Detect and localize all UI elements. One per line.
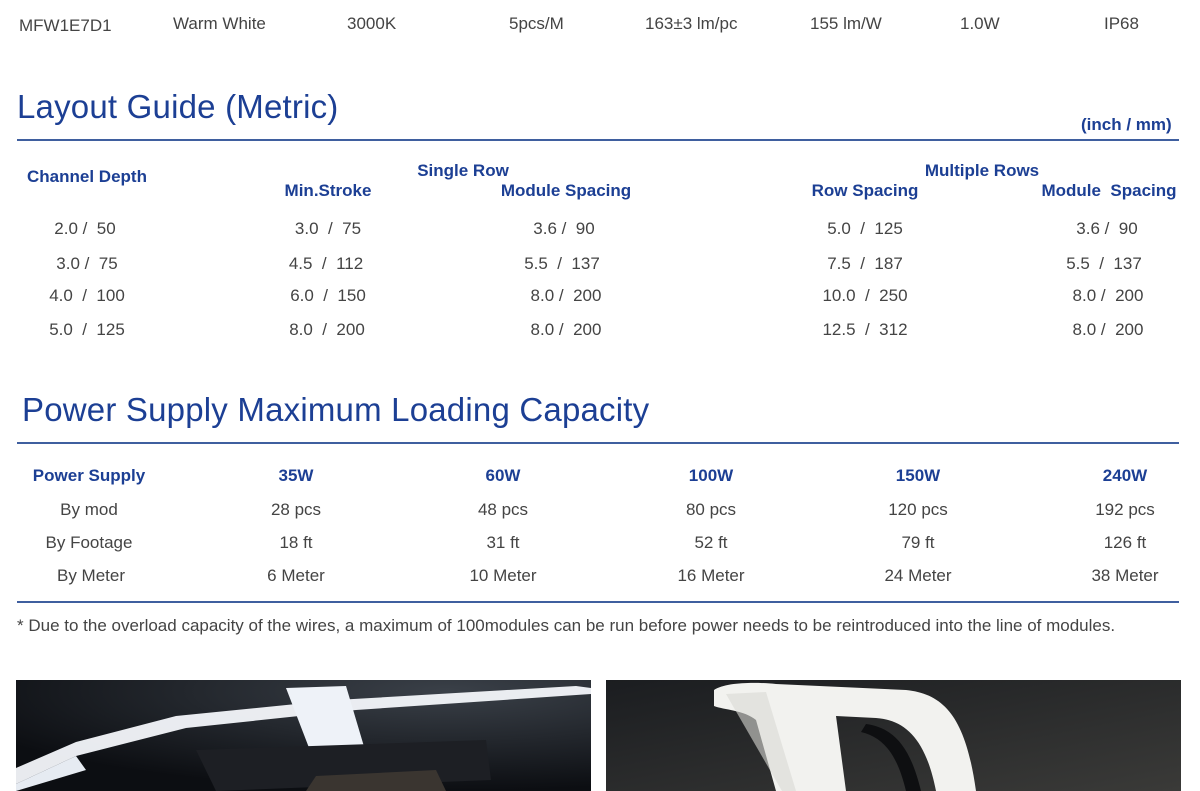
col-header-row-spacing: Row Spacing xyxy=(811,181,919,200)
power-supply-title: Power Supply Maximum Loading Capacity xyxy=(22,391,650,428)
spec-efficacy: 155 lm/W xyxy=(810,14,882,33)
cell-150w: 24 Meter xyxy=(884,566,952,585)
col-header-150w: 150W xyxy=(895,466,941,485)
cell-min-stroke: 3.0 / 75 xyxy=(294,219,362,238)
cell-240w: 126 ft xyxy=(1103,533,1147,552)
cell-single-module-spacing: 8.0 / 200 xyxy=(530,286,602,305)
cell-channel-depth: 2.0 / 50 xyxy=(54,219,116,238)
backlit-letter-image xyxy=(606,680,1181,791)
cell-min-stroke: 8.0 / 200 xyxy=(289,320,365,339)
cell-multi-module-spacing: 3.6 / 90 xyxy=(1076,219,1138,238)
spec-cct: 3000K xyxy=(347,14,397,33)
cell-channel-depth: 3.0 / 75 xyxy=(56,254,118,273)
cell-row-spacing: 10.0 / 250 xyxy=(822,286,908,305)
product-photo-left xyxy=(16,680,591,791)
cell-channel-depth: 4.0 / 100 xyxy=(49,286,125,305)
cell-150w: 120 pcs xyxy=(888,500,948,519)
col-header-min-stroke: Min.Stroke xyxy=(284,181,372,200)
cell-100w: 80 pcs xyxy=(685,500,737,519)
cell-60w: 48 pcs xyxy=(477,500,529,519)
col-header-240w: 240W xyxy=(1102,466,1148,485)
row-label: By Footage xyxy=(45,533,133,552)
cell-min-stroke: 4.5 / 112 xyxy=(288,254,364,273)
spec-color: Warm White xyxy=(173,14,266,33)
group-header-multiple-rows: Multiple Rows xyxy=(924,161,1040,180)
spec-model: MFW1E7D1 xyxy=(19,16,112,35)
col-header-100w: 100W xyxy=(688,466,734,485)
col-header-35w: 35W xyxy=(278,466,314,485)
layout-title-divider xyxy=(17,139,1179,141)
cell-150w: 79 ft xyxy=(901,533,935,552)
cell-single-module-spacing: 3.6 / 90 xyxy=(533,219,595,238)
cell-row-spacing: 12.5 / 312 xyxy=(822,320,908,339)
cell-multi-module-spacing: 8.0 / 200 xyxy=(1072,320,1144,339)
cell-min-stroke: 6.0 / 150 xyxy=(290,286,366,305)
cell-100w: 52 ft xyxy=(694,533,728,552)
cell-100w: 16 Meter xyxy=(677,566,745,585)
cell-35w: 28 pcs xyxy=(270,500,322,519)
unit-note: (inch / mm) xyxy=(1081,115,1172,134)
col-header-power-supply: Power Supply xyxy=(32,466,146,485)
cell-single-module-spacing: 8.0 / 200 xyxy=(530,320,602,339)
col-header-channel-depth: Channel Depth xyxy=(27,167,147,186)
group-header-single-row: Single Row xyxy=(417,161,509,180)
cell-single-module-spacing: 5.5 / 137 xyxy=(524,254,600,273)
cell-60w: 31 ft xyxy=(486,533,520,552)
lit-letter-image xyxy=(16,680,591,791)
cell-channel-depth: 5.0 / 125 xyxy=(49,320,125,339)
cell-row-spacing: 5.0 / 125 xyxy=(827,219,903,238)
cell-multi-module-spacing: 8.0 / 200 xyxy=(1072,286,1144,305)
col-header-60w: 60W xyxy=(485,466,521,485)
spec-power: 1.0W xyxy=(960,14,1000,33)
product-photo-right xyxy=(606,680,1181,791)
cell-35w: 6 Meter xyxy=(267,566,325,585)
col-header-multi-module-spacing: Module Spacing xyxy=(1041,181,1177,200)
cell-240w: 192 pcs xyxy=(1095,500,1155,519)
cell-35w: 18 ft xyxy=(279,533,313,552)
spec-lumens: 163±3 lm/pc xyxy=(645,14,738,33)
power-table-divider xyxy=(17,601,1179,603)
spec-ip-rating: IP68 xyxy=(1104,14,1139,33)
footnote: * Due to the overload capacity of the wires, a maximum of 100modules can be run before power needs to be reintroduced into the line of modules. xyxy=(17,616,1116,635)
row-label: By Meter xyxy=(56,566,126,585)
power-title-divider xyxy=(17,442,1179,444)
row-label: By mod xyxy=(60,500,118,519)
cell-60w: 10 Meter xyxy=(469,566,537,585)
layout-guide-title: Layout Guide (Metric) xyxy=(17,88,339,125)
cell-row-spacing: 7.5 / 187 xyxy=(827,254,903,273)
col-header-single-module-spacing: Module Spacing xyxy=(500,181,632,200)
spec-density: 5pcs/M xyxy=(509,14,564,33)
cell-multi-module-spacing: 5.5 / 137 xyxy=(1066,254,1142,273)
cell-240w: 38 Meter xyxy=(1091,566,1159,585)
